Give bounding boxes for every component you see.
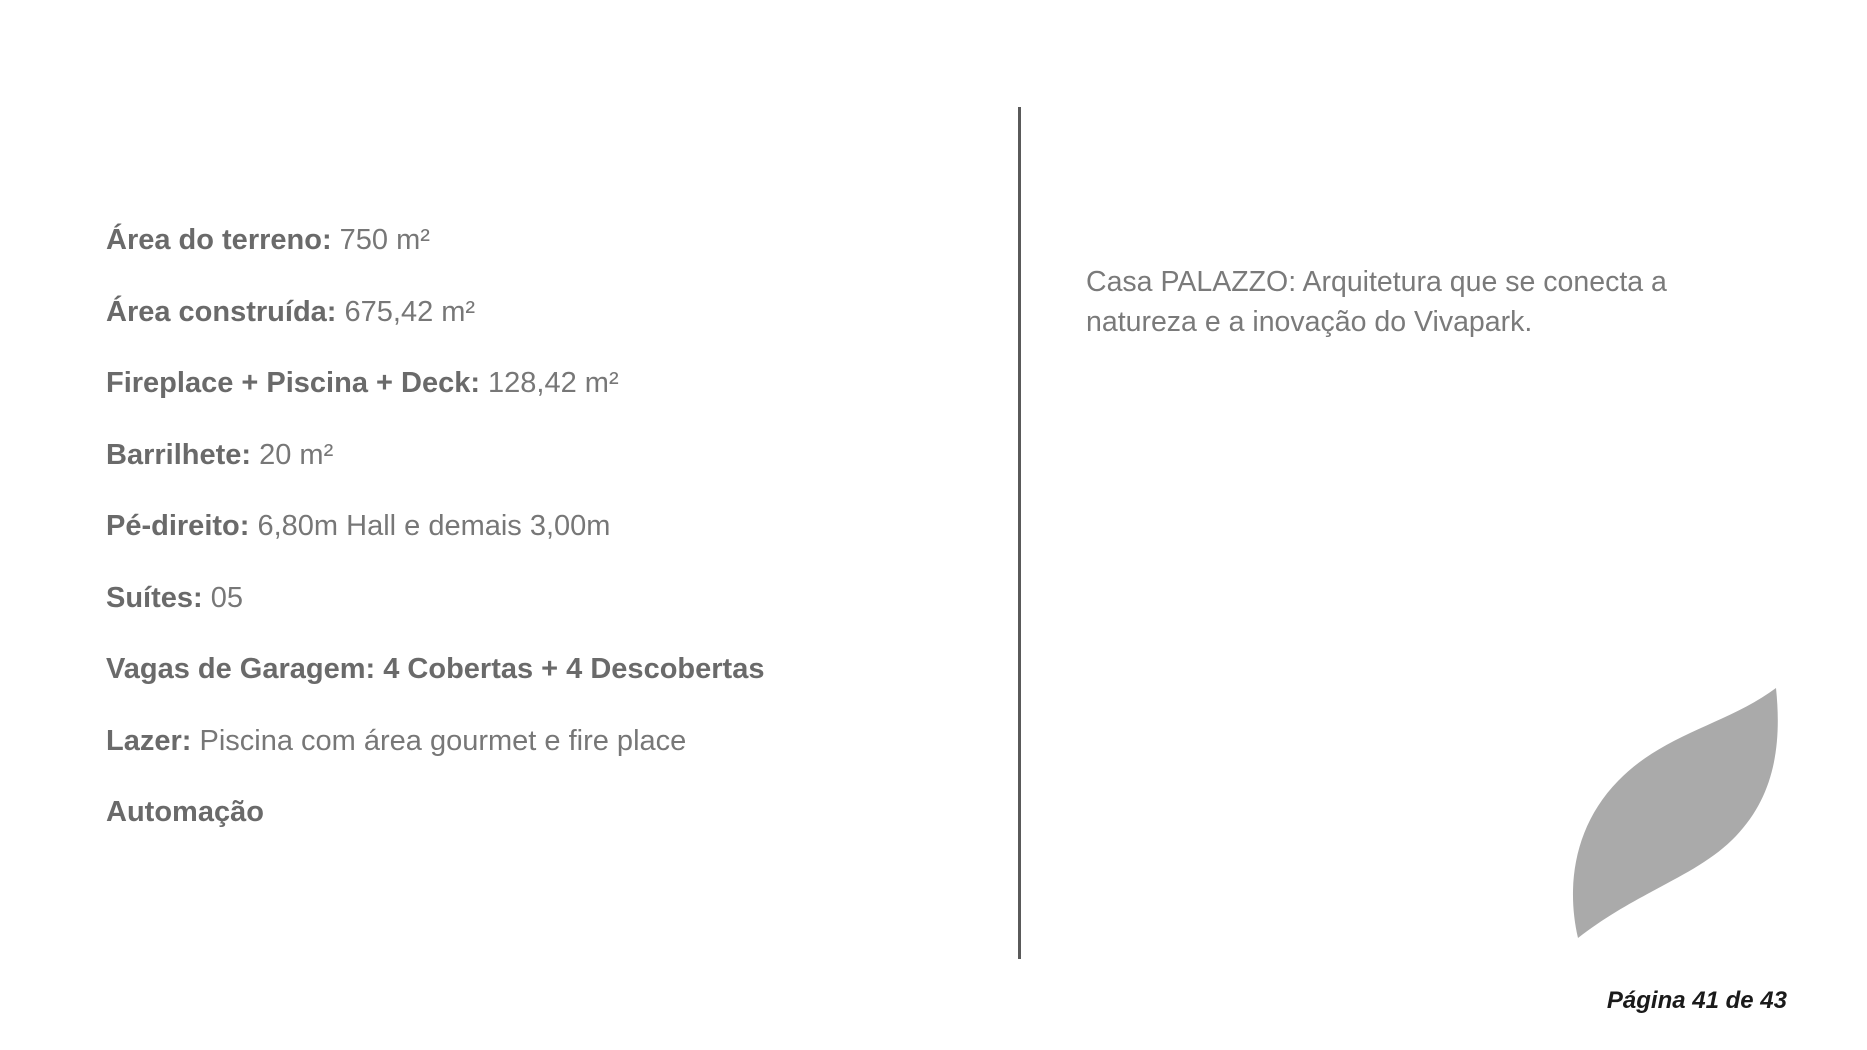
spec-value: 675,42 m² bbox=[336, 295, 476, 328]
spec-value: 05 bbox=[202, 581, 244, 614]
spec-label: Suítes: bbox=[106, 581, 203, 614]
spec-value: 128,42 m² bbox=[479, 367, 619, 399]
vertical-divider bbox=[1018, 107, 1021, 959]
spec-label: Barrilhete: bbox=[106, 438, 252, 471]
page-number: Página 41 de 43 bbox=[1606, 987, 1787, 1014]
spec-label: Área do terreno: bbox=[106, 224, 332, 256]
spec-value: 6,80m Hall e demais 3,00m bbox=[249, 510, 611, 542]
spec-label: Vagas de Garagem: bbox=[106, 653, 376, 685]
spec-label: Lazer: bbox=[106, 724, 192, 757]
spec-label: Fireplace + Piscina + Deck: bbox=[106, 367, 480, 399]
spec-ceiling-height bbox=[106, 508, 764, 544]
spec-automation bbox=[106, 794, 764, 830]
spec-value: Piscina com área gourmet e fire place bbox=[191, 724, 687, 757]
tagline-line-2: natureza e a inovação do Vivapark. bbox=[1086, 306, 1533, 338]
spec-fireplace-pool-deck bbox=[106, 365, 764, 401]
tagline bbox=[1086, 262, 1806, 342]
leaf-shape bbox=[1573, 688, 1778, 938]
spec-suites bbox=[106, 580, 764, 616]
spec-garage bbox=[106, 651, 764, 687]
tagline-line-1: Casa PALAZZO: Arquitetura que se conecta a bbox=[1086, 266, 1667, 298]
spec-label: Área construída: bbox=[106, 295, 337, 328]
spec-value: 750 m² bbox=[331, 224, 430, 256]
property-specs-list bbox=[106, 222, 764, 866]
leaf-icon bbox=[1568, 686, 1778, 941]
spec-label: Pé-direito: bbox=[106, 510, 250, 542]
spec-leisure bbox=[106, 723, 764, 759]
spec-value: 4 Cobertas + 4 Descobertas bbox=[375, 653, 765, 685]
spec-value: 20 m² bbox=[251, 438, 334, 471]
spec-built-area bbox=[106, 294, 764, 330]
spec-label: Automação bbox=[106, 796, 264, 828]
spec-land-area bbox=[106, 222, 764, 258]
spec-barrilhete bbox=[106, 437, 764, 473]
